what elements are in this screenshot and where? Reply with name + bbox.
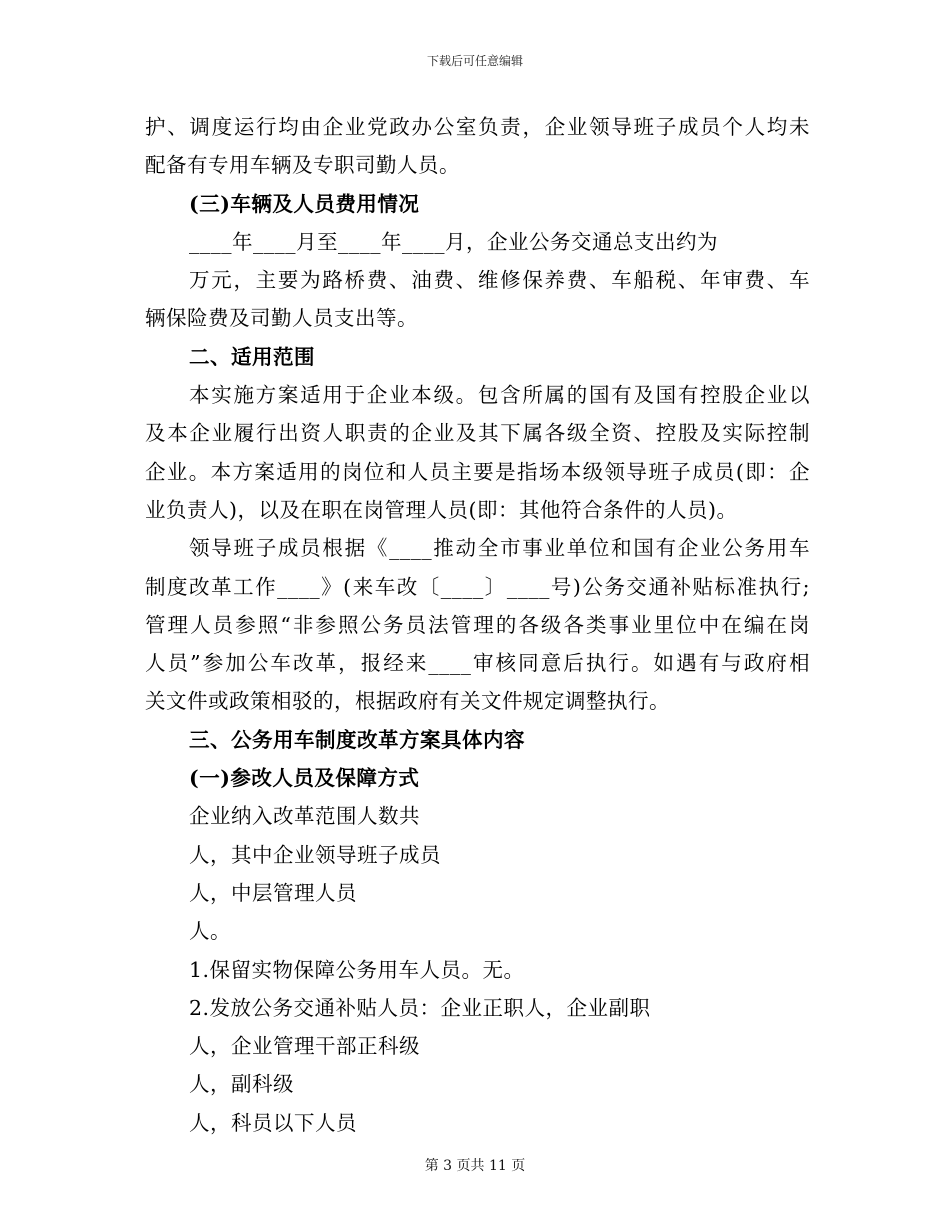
paragraph-line: 人，中层管理人员 bbox=[189, 880, 357, 905]
section-heading: 三、公务用车制度改革方案具体内容 bbox=[189, 727, 525, 752]
paragraph-line: ____年____月至____年____月，企业公务交通总支出约为 bbox=[189, 229, 718, 254]
paragraph-line: 配备有专用车辆及专职司勤人员。 bbox=[145, 153, 460, 178]
paragraph-line: 关文件或政策相驳的，根据政府有关文件规定调整执行。 bbox=[145, 689, 670, 714]
paragraph-line: 万元，主要为路桥费、油费、维修保养费、车船税、年审费、车 bbox=[189, 268, 810, 293]
paragraph-line: 1.保留实物保障公务用车人员。无。 bbox=[189, 957, 525, 982]
paragraph-line: 人，其中企业领导班子成员 bbox=[189, 842, 441, 867]
paragraph-line: 辆保险费及司勤人员支出等。 bbox=[145, 306, 418, 331]
paragraph-line: 人员”参加公车改革，报经来____审核同意后执行。如遇有与政府相 bbox=[145, 651, 810, 676]
paragraph-line: 管理人员参照“非参照公务员法管理的各级各类事业里位中在编在岗 bbox=[145, 612, 810, 637]
document-body bbox=[145, 108, 810, 1142]
paragraph-line: 本实施方案适用于企业本级。包含所属的国有及国有控股企业以 bbox=[189, 383, 810, 408]
paragraph-line: 2.发放公务交通补贴人员：企业正职人，企业副职 bbox=[189, 995, 651, 1020]
paragraph-line: 人，副科级 bbox=[189, 1072, 294, 1097]
section-heading: (一)参改人员及保障方式 bbox=[189, 766, 420, 791]
page-footer: 第 3 页共 11 页 bbox=[424, 1158, 526, 1174]
paragraph-line: 制度改革工作____》(来车改〔____〕____号)公务交通补贴标准执行; bbox=[145, 574, 810, 599]
paragraph-line: 业负责人)，以及在职在岗管理人员(即：其他符合条件的人员)。 bbox=[145, 497, 738, 522]
section-heading: 二、适用范围 bbox=[189, 344, 315, 369]
paragraph-line: 领导班子成员根据《____推动全市事业单位和国有企业公务用车 bbox=[189, 536, 810, 561]
section-heading: (三)车辆及人员费用情况 bbox=[189, 191, 420, 216]
paragraph-line: 企业纳入改革范围人数共 bbox=[189, 804, 420, 829]
paragraph-line: 及本企业履行出资人职责的企业及其下属各级全资、控股及实际控制 bbox=[145, 421, 810, 446]
paragraph-line: 人。 bbox=[189, 919, 231, 944]
paragraph-line: 人，科员以下人员 bbox=[189, 1110, 357, 1135]
paragraph-line: 护、调度运行均由企业党政办公室负责，企业领导班子成员个人均未 bbox=[145, 115, 810, 139]
paragraph-line: 人，企业管理干部正科级 bbox=[189, 1034, 420, 1059]
paragraph-line: 企业。本方案适用的岗位和人员主要是指场本级领导班子成员(即：企 bbox=[145, 459, 810, 484]
page-header: 下载后可任意编辑 bbox=[426, 54, 523, 68]
